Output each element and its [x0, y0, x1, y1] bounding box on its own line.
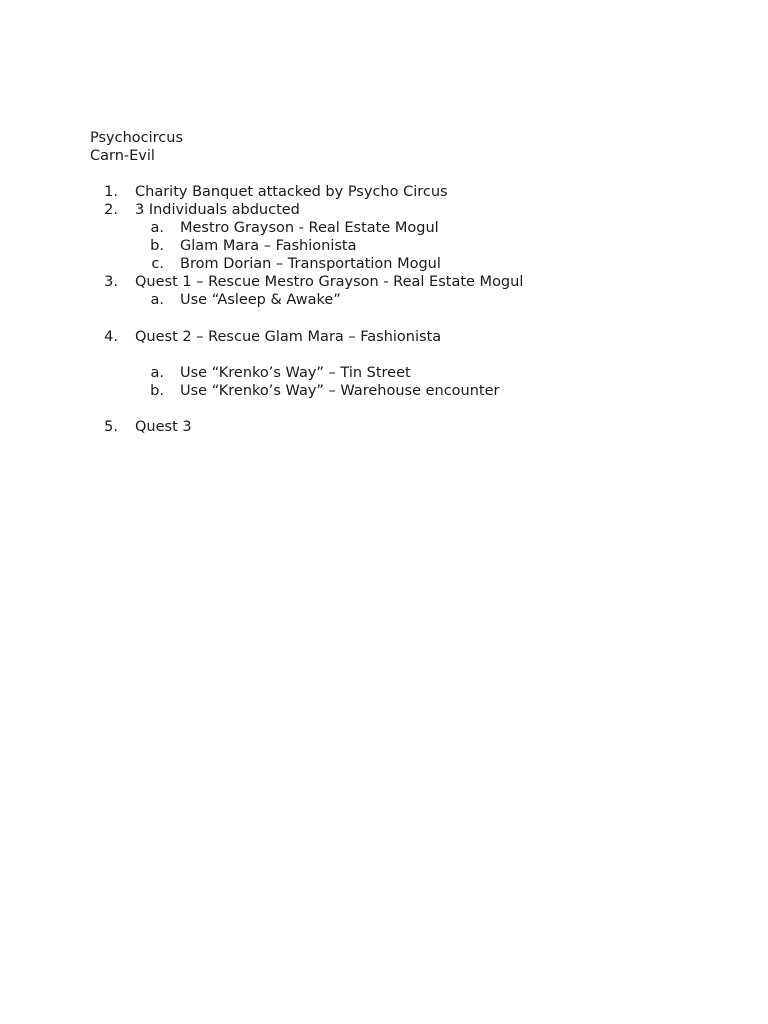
- title-text: Psychocircus: [90, 130, 184, 146]
- sub-list-marker: c.: [151, 256, 164, 272]
- list-item-text: Quest 1 – Rescue Mestro Grayson - Real Estate Mogul: [135, 274, 524, 290]
- sub-list-marker: b.: [150, 238, 164, 254]
- list-item-text: Quest 3: [135, 419, 192, 435]
- list-marker: 5.: [104, 419, 118, 435]
- list-item-text: Charity Banquet attacked by Psycho Circus: [135, 184, 448, 200]
- sub-list-marker: a.: [150, 292, 164, 308]
- document-subtitle: [90, 147, 155, 165]
- subtitle-text: Carn-Evil: [90, 148, 155, 164]
- sub-list-item-text: Use “Krenko’s Way” – Tin Street: [180, 365, 411, 381]
- sub-list-item-text: Mestro Grayson - Real Estate Mogul: [180, 220, 439, 236]
- sub-list-marker: b.: [150, 383, 164, 399]
- sub-list-marker: a.: [150, 220, 164, 236]
- list-marker: 2.: [104, 202, 118, 218]
- list-item-text: 3 Individuals abducted: [135, 202, 300, 218]
- list-item-text: Quest 2 – Rescue Glam Mara – Fashionista: [135, 329, 442, 345]
- document-title: [90, 129, 183, 147]
- sub-list-marker: a.: [150, 365, 164, 381]
- list-marker: 1.: [104, 184, 118, 200]
- list-marker: 4.: [104, 329, 118, 345]
- list-marker: 3.: [104, 274, 118, 290]
- sub-list-item-text: Use “Asleep & Awake”: [180, 292, 341, 308]
- sub-list-item-text: Use “Krenko’s Way” – Warehouse encounter: [180, 383, 500, 399]
- sub-list-item-text: Brom Dorian – Transportation Mogul: [180, 256, 441, 272]
- sub-list-item-text: Glam Mara – Fashionista: [180, 238, 357, 254]
